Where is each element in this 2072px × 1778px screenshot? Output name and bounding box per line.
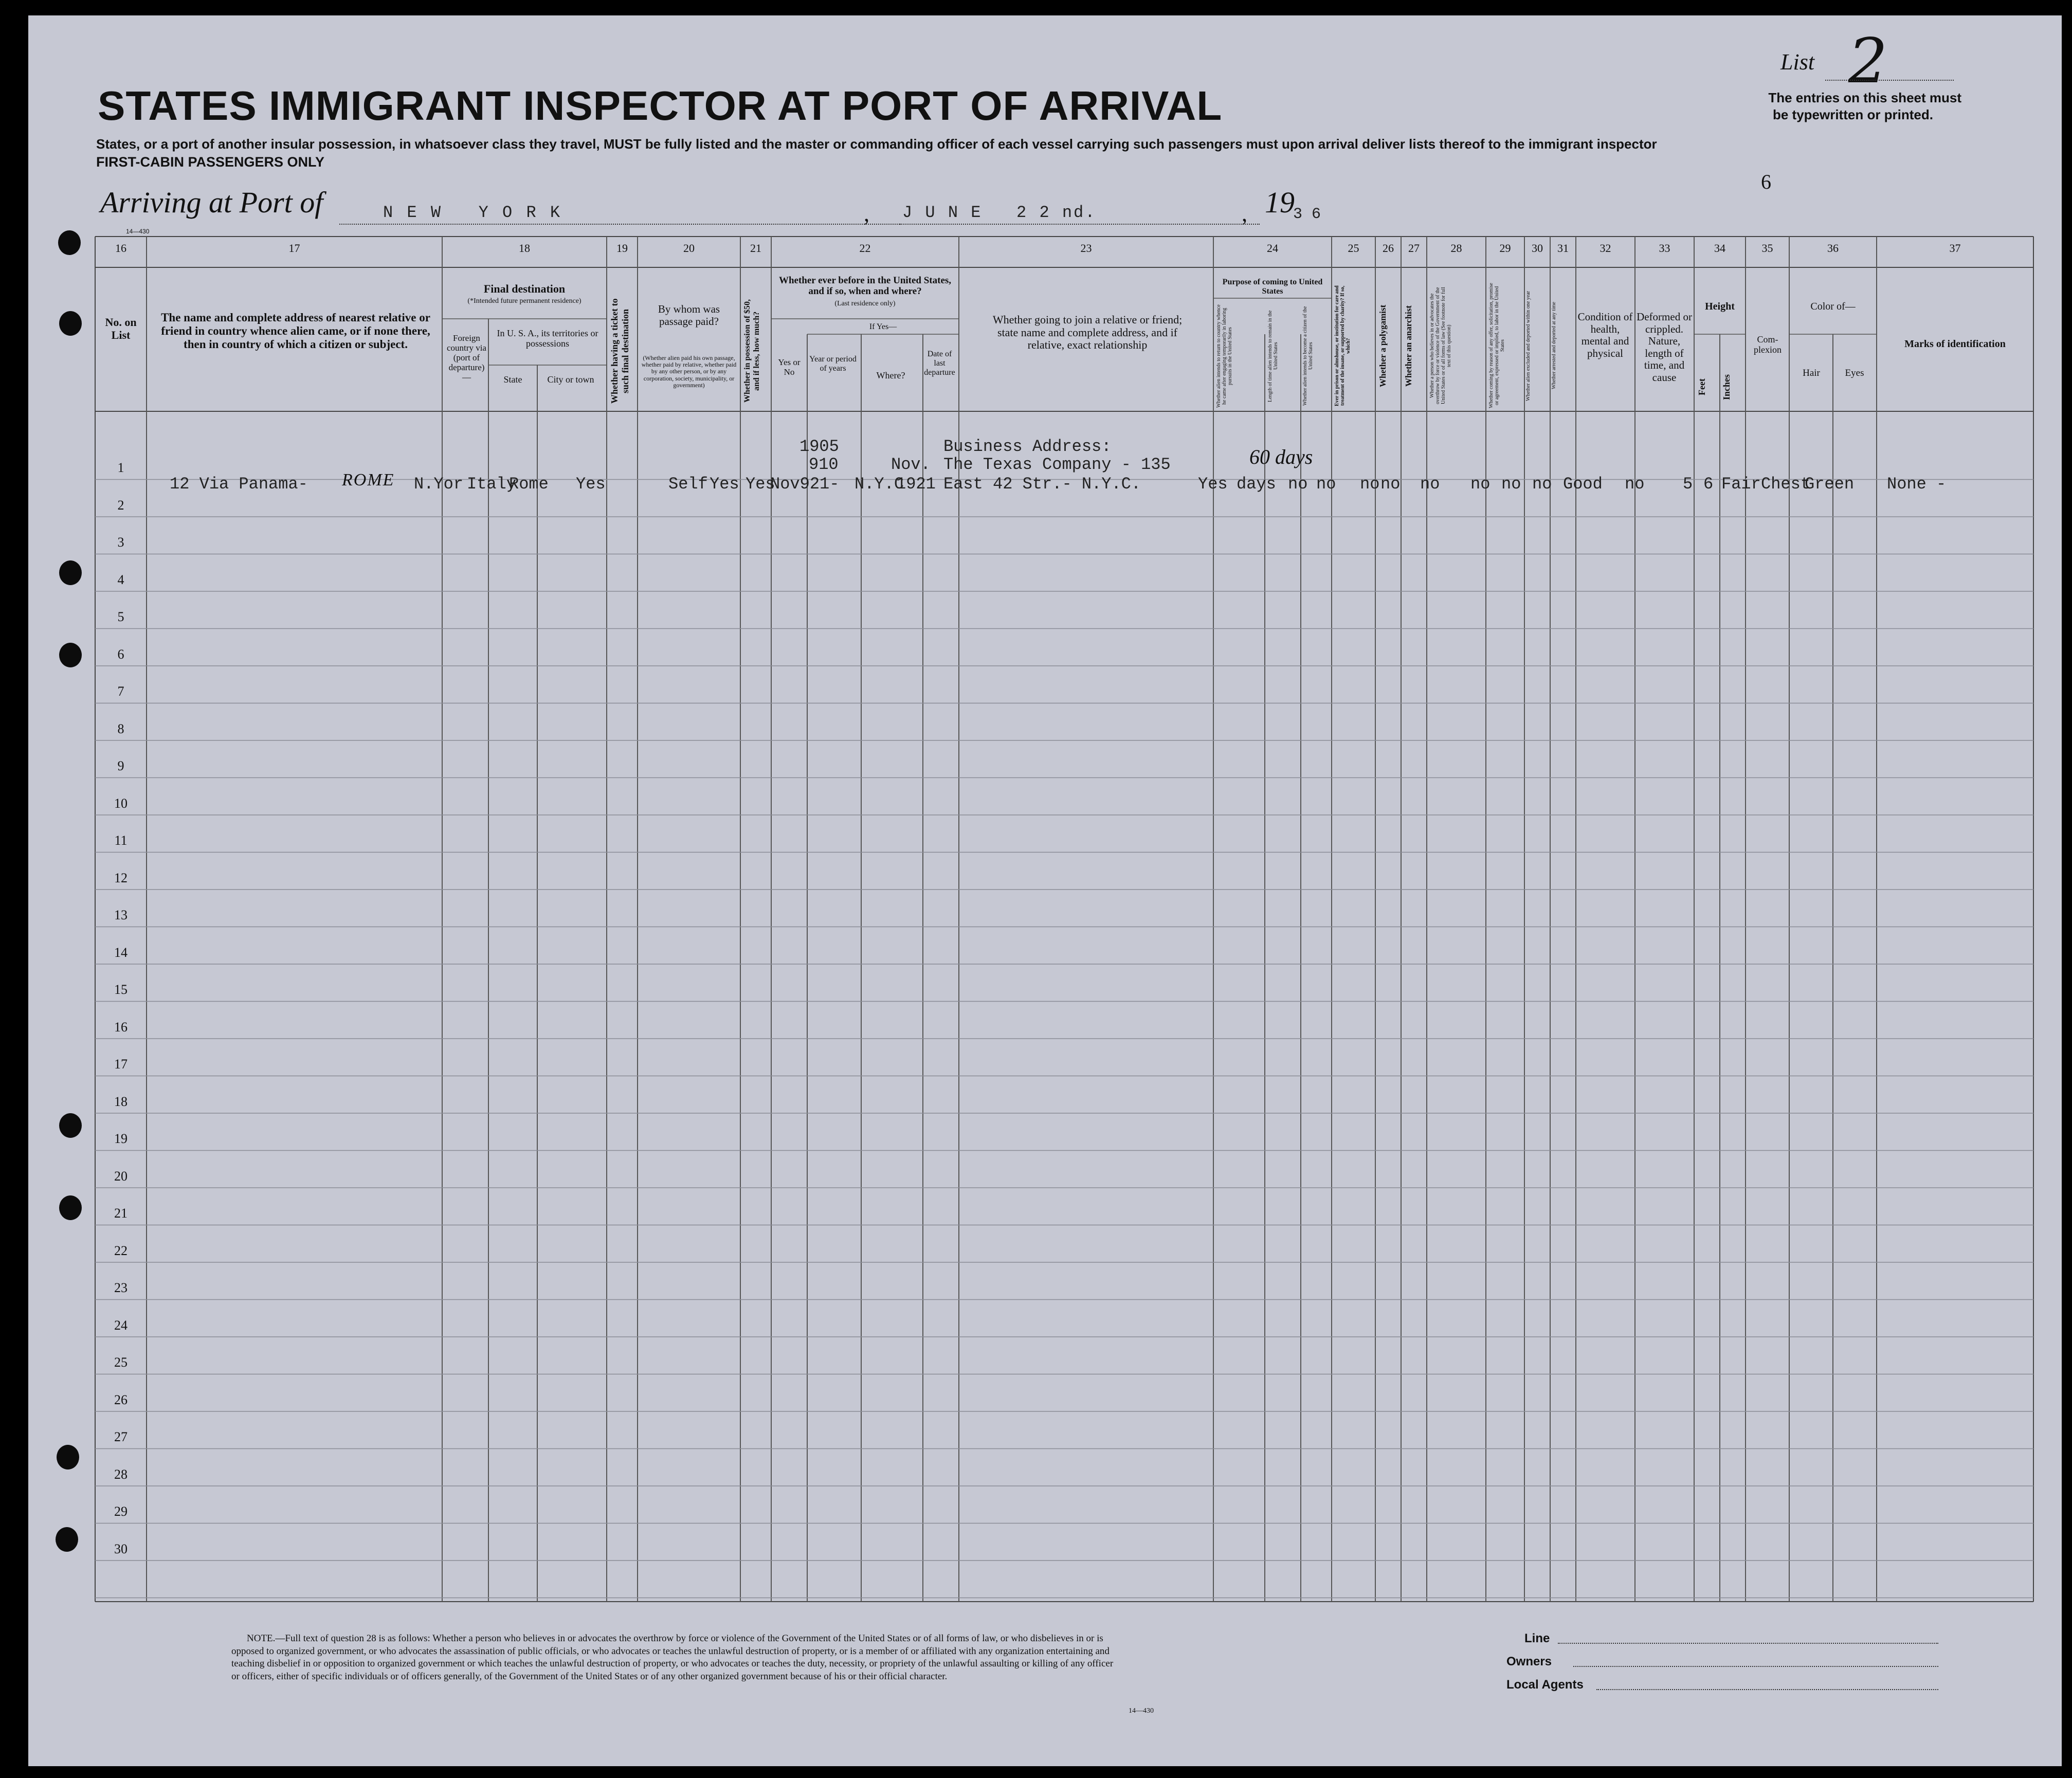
col-17: 17 [288, 242, 300, 255]
cell-has-50: Yes [710, 475, 739, 494]
heading-condition: Condition of health, mental and physical [1577, 311, 1633, 359]
binder-hole [56, 1527, 78, 1552]
heading-purpose-a: Whether alien intends to return to country whence he came after engaging temporarily in laboring pursuits in the United States [1216, 304, 1233, 408]
heading-no-on-list: No. on List [105, 316, 137, 341]
manifest-sheet [28, 15, 2062, 1766]
heading-ever-before: Whether ever before in the United States, and if so, when and where? [778, 275, 952, 297]
year-comma: , [1242, 201, 1247, 226]
side-mark: 6 [1761, 170, 1771, 193]
row-number: 1 [117, 460, 124, 475]
col-34: 34 [1714, 242, 1725, 255]
cell-years-1: 1905 [799, 437, 839, 456]
first-cabin-label: FIRST-CABIN PASSENGERS ONLY [96, 154, 325, 170]
heading-eyes: Eyes [1845, 368, 1864, 378]
cell-paid-by: Self [668, 475, 708, 494]
heading-ticket: Whether having a ticket to such final destination [609, 298, 630, 404]
heading-where: Where? [876, 370, 905, 380]
row-number: 24 [114, 1317, 128, 1333]
cell-q28: no [1420, 475, 1440, 494]
cell-deformed: no [1625, 475, 1645, 494]
agents-underline [1596, 1689, 1938, 1690]
binder-hole [59, 560, 82, 585]
heading-state: State [503, 374, 522, 385]
cell-where: N.Y.C [855, 475, 904, 494]
row-number: 7 [117, 684, 124, 699]
binder-hole [58, 230, 81, 255]
owners-underline [1573, 1666, 1938, 1667]
heading-q29: Whether coming by reason of any offer, solicitation, promise or agreement, expressed or implied, to labor in the United States [1488, 283, 1505, 409]
heading-anarchist: Whether an anarchist [1404, 305, 1413, 387]
cell-anarchist: no [1380, 475, 1401, 494]
row-number: 3 [117, 535, 124, 550]
heading-foreign-country: Foreign country via (port of departure)— [447, 333, 486, 383]
heading-city: City or town [547, 374, 594, 385]
col-20: 20 [683, 242, 695, 255]
heading-color-of: Color of— [1810, 301, 1856, 312]
heading-in-us: In U. S. A., its territories or possessions [497, 328, 598, 349]
cell-join-1: Business Address: [943, 437, 1112, 456]
heading-passage-paid: By whom was passage paid? [658, 303, 720, 328]
col-22: 22 [859, 242, 871, 255]
col-36: 36 [1827, 242, 1839, 255]
cell-q31: no [1532, 475, 1552, 494]
entries-note-2: be typewritten or printed. [1772, 107, 1933, 122]
row-number: 17 [114, 1057, 128, 1072]
cell-length-handwritten: 60 days [1249, 445, 1313, 468]
grid-lines [28, 15, 2062, 1766]
binder-hole [57, 1445, 79, 1469]
col-23: 23 [1080, 242, 1092, 255]
row-number: 4 [117, 572, 124, 587]
heading-height: Height [1705, 301, 1735, 312]
row-number: 26 [114, 1392, 128, 1407]
row-number: 8 [117, 721, 124, 736]
row-number: 27 [114, 1429, 128, 1444]
col-30: 30 [1532, 242, 1543, 255]
cell-inches: 6 [1703, 475, 1714, 494]
heading-year-period: Year or period of years [809, 355, 857, 373]
port-value: N E W Y O R K [383, 203, 562, 222]
cell-years-2: 910 [809, 455, 839, 474]
arriving-label: Arriving at Port of [100, 186, 323, 219]
col-19: 19 [616, 242, 628, 255]
cell-complexion: Fair [1721, 475, 1761, 494]
cell-prison: no [1316, 475, 1336, 494]
heading-final-destination-note: (*Intended future permanent residence) [467, 297, 581, 305]
row-number: 10 [114, 795, 128, 811]
row-number: 5 [117, 609, 124, 624]
cell-q29: no [1470, 475, 1491, 494]
cell-health: Good [1563, 475, 1603, 494]
col-35: 35 [1761, 242, 1773, 255]
row-number: 21 [114, 1206, 128, 1221]
cell-departure-2: 1921 [896, 475, 936, 494]
form-title: STATES IMMIGRANT INSPECTOR AT PORT OF ARRIVAL [98, 83, 1223, 129]
row-number: 9 [117, 758, 124, 773]
cell-return-intent: Yes [1198, 475, 1228, 494]
owners-label: Owners [1506, 1655, 1552, 1668]
cell-join-2: The Texas Company - 135 [943, 455, 1171, 474]
row-number: 15 [114, 982, 128, 997]
binder-hole [59, 1195, 82, 1220]
heading-hair: Hair [1803, 368, 1820, 378]
row-number: 19 [114, 1131, 128, 1146]
col-25: 25 [1348, 242, 1359, 255]
heading-q31: Whether arrested and deported at any time [1551, 302, 1557, 390]
col-29: 29 [1499, 242, 1511, 255]
heading-marks: Marks of identification [1904, 338, 2006, 350]
binder-hole [59, 643, 82, 667]
cell-marks: None - [1887, 475, 1947, 494]
row-number: 11 [114, 833, 128, 848]
cell-foreign-port: N.Yor [414, 475, 464, 494]
cell-polygamist: no [1360, 475, 1380, 494]
cell-been-before: Yes [746, 475, 775, 494]
date-comma: , [864, 201, 869, 226]
cell-relative-city-handwritten: ROME [342, 470, 395, 489]
heading-q28: Whether a person who believes in or advocates the overthrow by force or violence of the Government of the United States or of all forms of law (See footnote for full text of this question) [1429, 287, 1452, 405]
row-number: 12 [114, 870, 128, 885]
heading-date-departure: Date of last departure [924, 350, 955, 377]
heading-feet: Feet [1697, 378, 1707, 395]
col-31: 31 [1557, 242, 1569, 255]
col-16: 16 [115, 242, 126, 255]
heading-final-destination: Final destination [483, 282, 566, 295]
cell-citizen-intent: no [1288, 475, 1308, 494]
heading-joining-relative: Whether going to join a relative or friend; state name and complete address, and if relative, exact relationship [992, 313, 1183, 352]
entries-note-1: The entries on this sheet must [1768, 90, 1961, 105]
cell-eyes: Green [1805, 475, 1855, 494]
heading-if-yes: If Yes— [869, 322, 897, 331]
row-number: 30 [114, 1541, 128, 1556]
agents-label: Local Agents [1506, 1678, 1584, 1692]
heading-passage-note: (Whether alien paid his own passage, whether paid by relative, whether paid by any other person, or by any corporation, society, municipality, or government) [641, 354, 737, 389]
col-32: 32 [1600, 242, 1611, 255]
row-number: 23 [114, 1280, 128, 1295]
row-number: 6 [117, 646, 124, 662]
form-number-top: 14—430 [126, 228, 150, 235]
year-prefix: 19 [1265, 186, 1295, 219]
col-24: 24 [1267, 242, 1278, 255]
heading-polygamist: Whether a polygamist [1378, 304, 1388, 387]
list-number: 2 [1848, 26, 1888, 97]
footnote-q28: NOTE.—Full text of question 28 is as follows: Whether a person who believes in or advocates the overthrow by force or violence of the Government of the United States or of all forms of law, or who disbelieves in or is opposed to organized government, or who advocates the assassination of public officials, or who advocates or teaches the unlawful destruction of property, or is a member of or affiliated with any organization entertaining and teaching disbelief in or opposition to organized government or which teaches the unlawful destruction of property, or who advocates or teaches the duty, necessity, or propriety of the unlawful assaulting or killing of any officer or officers, either of specific individuals or of officers generally, of the Government of the United States or of any other organized government because of his or their official character. [231, 1633, 1114, 1682]
cell-ticket: Yes [576, 475, 606, 494]
cell-length-stay: days [1237, 475, 1276, 494]
date-value: J U N E 2 2 nd. [902, 203, 1097, 222]
cell-hair: Chest [1761, 475, 1811, 494]
row-number: 29 [114, 1504, 128, 1519]
col-18: 18 [519, 242, 530, 255]
cell-feet: 5 [1683, 475, 1693, 494]
heading-q30: Whether alien excluded and deported within one year [1525, 291, 1531, 401]
col-26: 26 [1383, 242, 1394, 255]
cell-state: Italy [467, 475, 517, 494]
heading-purpose-c: Whether alien intends to become a citizen of the United States [1302, 306, 1314, 406]
row-number: 16 [114, 1019, 128, 1035]
list-label: List [1780, 49, 1815, 75]
cell-departure-1: Nov. [891, 455, 931, 474]
col-37: 37 [1949, 242, 1961, 255]
heading-yes-no: Yes or No [778, 357, 801, 377]
heading-last-residence: (Last residence only) [834, 300, 896, 307]
cell-q30: no [1501, 475, 1521, 494]
line-label: Line [1524, 1631, 1550, 1645]
heading-purpose: Purpose of coming to United States [1222, 278, 1323, 296]
heading-purpose-b: Length of time alien intends to remain in the United States [1267, 310, 1279, 402]
col-28: 28 [1450, 242, 1462, 255]
row-number: 13 [114, 908, 128, 922]
row-number: 18 [114, 1094, 128, 1109]
binder-hole [59, 311, 82, 336]
cell-city: Rome [509, 475, 549, 494]
cell-years-3: Nov921- [770, 475, 840, 494]
binder-hole [59, 1113, 82, 1138]
line-underline [1558, 1643, 1938, 1644]
heading-nearest-relative: The name and complete address of nearest relative or friend in country whence alien came, or if none there, then in country of which a citizen or subject. [161, 311, 430, 351]
form-instruction: States, or a port of another insular possession, in whatsoever class they travel, MUST be fully listed and the master or commanding officer of each vessel carrying such passengers must upon arrival deliver lists thereof to the immigrant inspector [96, 136, 1657, 152]
row-number: 22 [114, 1243, 128, 1258]
cell-relative-address: 12 Via Panama- [170, 475, 308, 494]
cell-join-3: East 42 Str.- N.Y.C. [943, 475, 1141, 494]
row-number: 14 [114, 945, 128, 960]
row-number: 20 [114, 1168, 128, 1184]
heading-prison: Ever in prison or almshouse, or institution for care and treatment of the insane, or supported by charity? If so, which? [1334, 285, 1351, 406]
row-number: 25 [114, 1355, 128, 1370]
col-21: 21 [750, 242, 761, 255]
col-27: 27 [1408, 242, 1420, 255]
footer-form-number: 14—430 [1129, 1707, 1154, 1715]
heading-complexion: Com-plexion [1754, 334, 1782, 355]
col-33: 33 [1659, 242, 1670, 255]
row-number: 28 [114, 1466, 128, 1482]
heading-possession-50: Whether in possession of $50, and if less, how much? [743, 299, 761, 403]
row-number: 2 [117, 497, 124, 513]
heading-inches: Inches [1721, 374, 1732, 400]
heading-deformed: Deformed or crippled. Nature, length of time, and cause [1637, 311, 1692, 384]
year-suffix: 3 6 [1293, 206, 1321, 223]
